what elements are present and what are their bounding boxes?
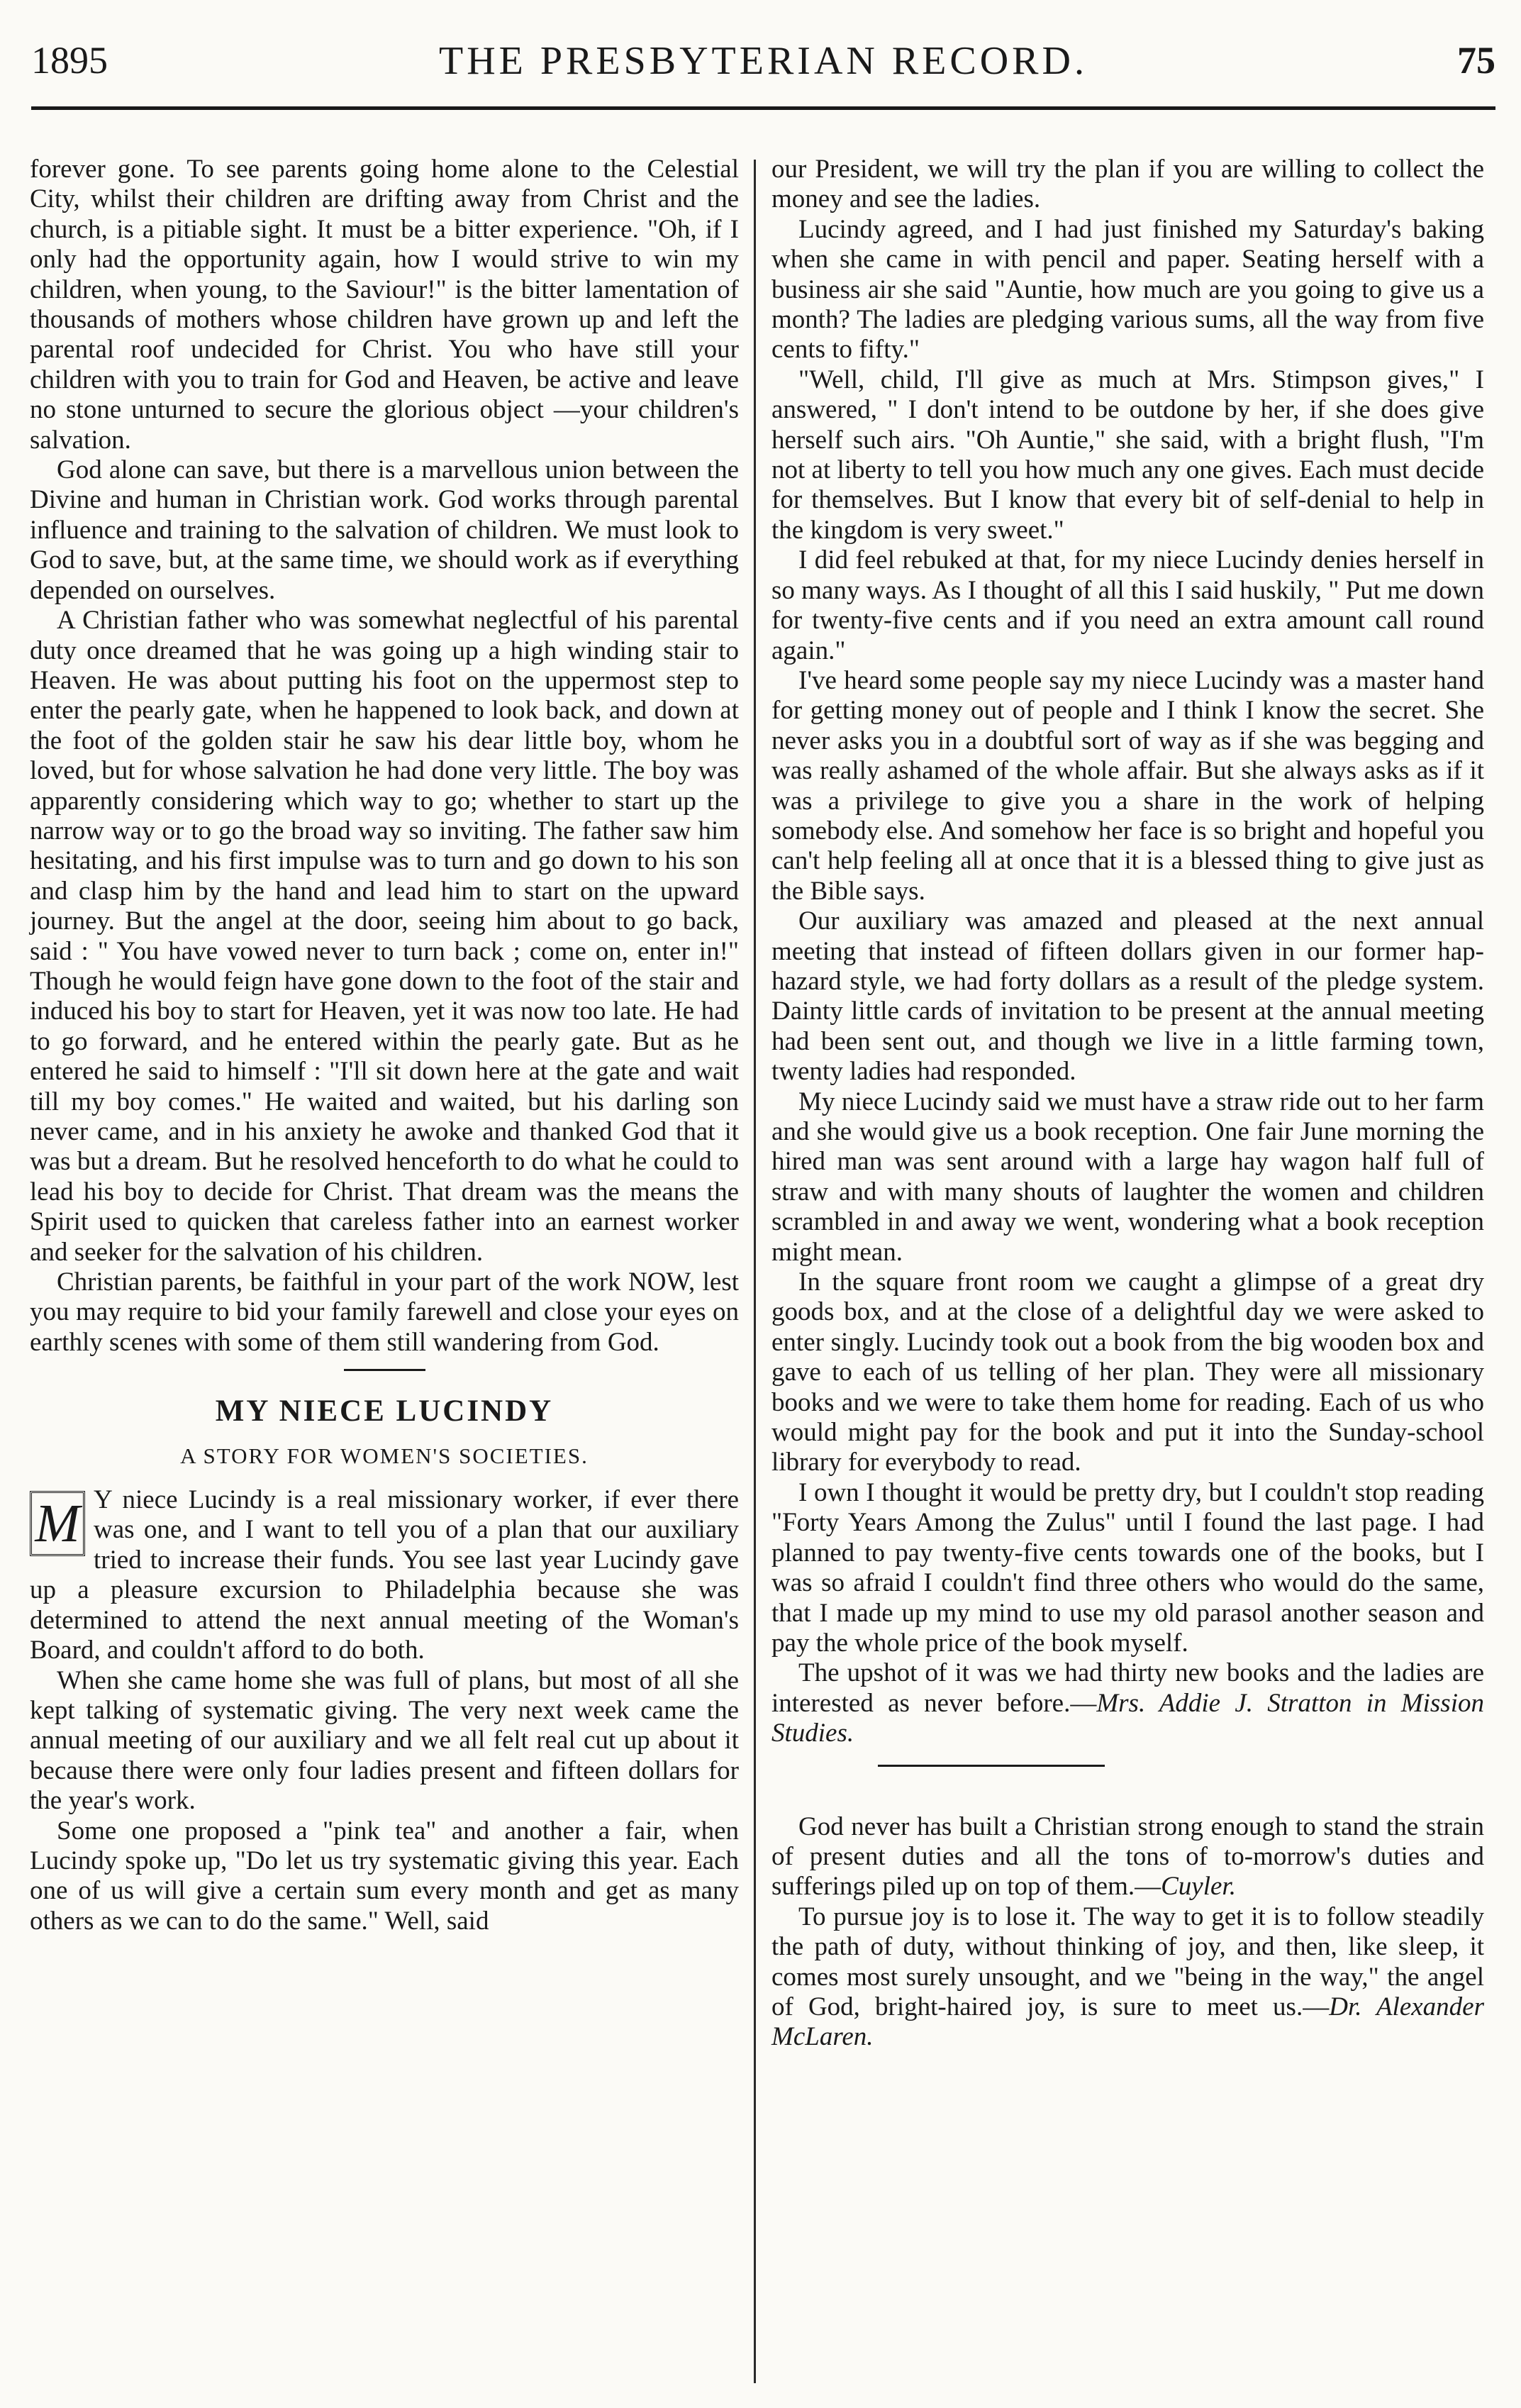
paragraph-text: To pursue joy is to lose it. The way to get it is to follow steadily the path of duty, without thinking of joy, and then, like sleep, it comes most surely unsought, and we "being in the way," the angel of God, bright-haired joy, is sure to meet us.— [771,1902,1484,2021]
paragraph-text: The upshot of it was we had thirty new books and the ladies are interested as never before.— [771,1658,1484,1718]
paragraph: forever gone. To see parents going home alone to the Celestial City, whilst their children are drifting away from Christ and the church, is a pitiable sight. It must be a bitter experience. "Oh, if I only had the opportunity again, how I would strive to win my children, when young, to the Saviour!" is the bitter lamentation of thousands of mothers whose children have grown up and left the parental roof undecided for Christ. You who have still your children with you to train for God and Heaven, be active and leave no stone unturned to secure the glorious object —your children's salvation. [30,155,739,455]
section-divider [344,1369,425,1371]
paragraph: When she came home she was full of plans, but most of all she kept talking of systematic giving. The very next week came the annual meeting of our auxiliary and we all felt real cut up about it because there were only four ladies present and fifteen dollars for the year's work. [30,1665,739,1816]
paragraph: In the square front room we caught a glimpse of a great dry goods box, and at the close of a delightful day we were asked to enter singly. Lucindy took out a book from the big wooden box and gave to each of us telling of her plan. They were all missionary books and we were to take them home for reading. Each of us who would might pay for the book and put it into the Sunday-school library for everybody to read. [771,1267,1484,1477]
page-header [31,28,1495,110]
left-column [30,155,739,1936]
paragraph: I did feel rebuked at that, for my niece Lucindy denies herself in so many ways. As I thought of all this I said huskily, " Put me down for twenty-five cents and if you need an extra amount call round again." [771,545,1484,665]
paragraph [771,1658,1484,1748]
paragraph [771,1902,1484,2053]
paragraph [771,1812,1484,1902]
paragraph: My niece Lucindy said we must have a straw ride out to her farm and she would give us a book reception. One fair June morning the hired man was sent around with a large hay wagon half full of straw and with many shouts of laughter the women and children scrambled in and away we went, wondering what a book reception might mean. [771,1087,1484,1267]
header-page-number: 75 [1457,39,1495,82]
paragraph: A Christian father who was somewhat neglectful of his parental duty once dreamed that he was going up a high winding stair to Heaven. He was about putting his foot on the uppermost step to enter the pearly gate, when he happened to look back, and down at the foot of the golden stair he saw his dear little boy, whom he loved, but for whose salvation he had done very little. The boy was apparently considering which way to go; whether to start up the narrow way or to go the broad way so inviting. The father saw him hesitating, and his first impulse was to turn and go down to his son and clasp him by the hand and lead him to start on the upward journey. But the angel at the door, seeing him about to go back, said : " You have vowed never to turn back ; come on, enter in!" Though he would feign have gone down to the foot of the stair and induced his boy to start for Heaven, yet it was now too late. He had to go forward, and he entered within the pearly gate. But as he entered he said to himself : "I'll sit down here at the gate and wait till my boy comes." He waited and waited, but his darling son never came, and in his anxiety he awoke and thanked God that it was but a dream. But he resolved henceforth to do what he could to lead his boy to decide for Christ. That dream was the means the Spirit used to quicken that careless father into an earnest worker and seeker for the salvation of his children. [30,606,739,1267]
paragraph: our President, we will try the plan if you are willing to collect the money and see the ladies. [771,155,1484,214]
paragraph: Some one proposed a "pink tea" and another a fair, when Lucindy spoke up, "Do let us try systematic giving this year. Each one of us will give a certain sum every month and get as many others as we can to do the same." Well, said [30,1816,739,1936]
paragraph-text: God never has built a Christian strong enough to stand the strain of present duties and all the tons of to-morrow's duties and sufferings piled up on top of them.— [771,1811,1484,1902]
header-year: 1895 [31,39,108,82]
paragraph-text: Y niece Lucindy is a real missionary worker, if ever there was one, and I want to tell you of a plan that our auxiliary tried to increase their funds. You see last year Lucindy gave up a pleasure excursion to Philadelphia because she was determined to attend the next annual meeting of the Woman's Board, and couldn't afford to do both. [30,1485,739,1665]
header-title: THE PRESBYTERIAN RECORD. [439,39,1088,83]
attribution: Mrs. Addie J. Stratton in Mission Studies. [771,1688,1484,1748]
paragraph: I've heard some people say my niece Lucindy was a master hand for getting money out of people and I think I know the secret. She never asks you in a doubtful sort of way as if she was begging and was really ashamed of the whole affair. But she always asks as if it was a privilege to give you a share in the work of helping somebody else. And somehow her face is so bright and hopeful you can't help feeling all at once that it is a blessed thing to give just as the Bible says. [771,665,1484,906]
paragraph: Our auxiliary was amazed and pleased at the next annual meeting that instead of fifteen dollars given in our former hap-hazard style, we had forty dollars as a result of the pledge system. Dainty little cards of invitation to be present at the annual meeting had been sent out, and though we live in a little farming town, twenty ladies had responded. [771,906,1484,1087]
right-column [771,155,1484,2053]
drop-cap: M [30,1491,85,1556]
attribution: Dr. Alexander McLaren. [771,1992,1484,2052]
paragraph [30,1485,739,1665]
paragraph: Lucindy agreed, and I had just finished my Saturday's baking when she came in with pencil and paper. Seating herself with a business air she said "Auntie, how much are you going to give us a month? The ladies are pledging various sums, all the way from five cents to fifty." [771,214,1484,365]
story-subtitle: A STORY FOR WOMEN'S SOCIETIES. [180,1443,589,1468]
paragraph: "Well, child, I'll give as much at Mrs. Stimpson gives," I answered, " I don't intend to be outdone by her, if she does give herself such airs. "Oh Auntie," she said, with a bright flush, "I'm not at liberty to tell you how much any one gives. Each must decide for themselves. But I know that every bit of self-denial to help in the kingdom is very sweet." [771,365,1484,545]
column-rule [754,160,756,2383]
section-divider [878,1765,1105,1767]
attribution: Cuyler. [1161,1872,1236,1902]
paragraph: God alone can save, but there is a marvellous union between the Divine and human in Christian work. God works through parental influence and training to the salvation of children. We must look to God to save, but, at the same time, we should work as if everything depended on ourselves. [30,455,739,605]
story-title: MY NIECE LUCINDY [215,1394,554,1428]
paragraph: I own I thought it would be pretty dry, but I couldn't stop reading "Forty Years Among the Zulus" until I found the last page. I had planned to pay twenty-five cents towards one of the books, but I was so afraid I couldn't find three others who would do the same, that I made up my mind to use my old parasol another season and pay the whole price of the book myself. [771,1477,1484,1658]
paragraph: Christian parents, be faithful in your part of the work NOW, lest you may require to bid your family farewell and close your eyes on earthly scenes with some of them still wandering from God. [30,1267,739,1357]
